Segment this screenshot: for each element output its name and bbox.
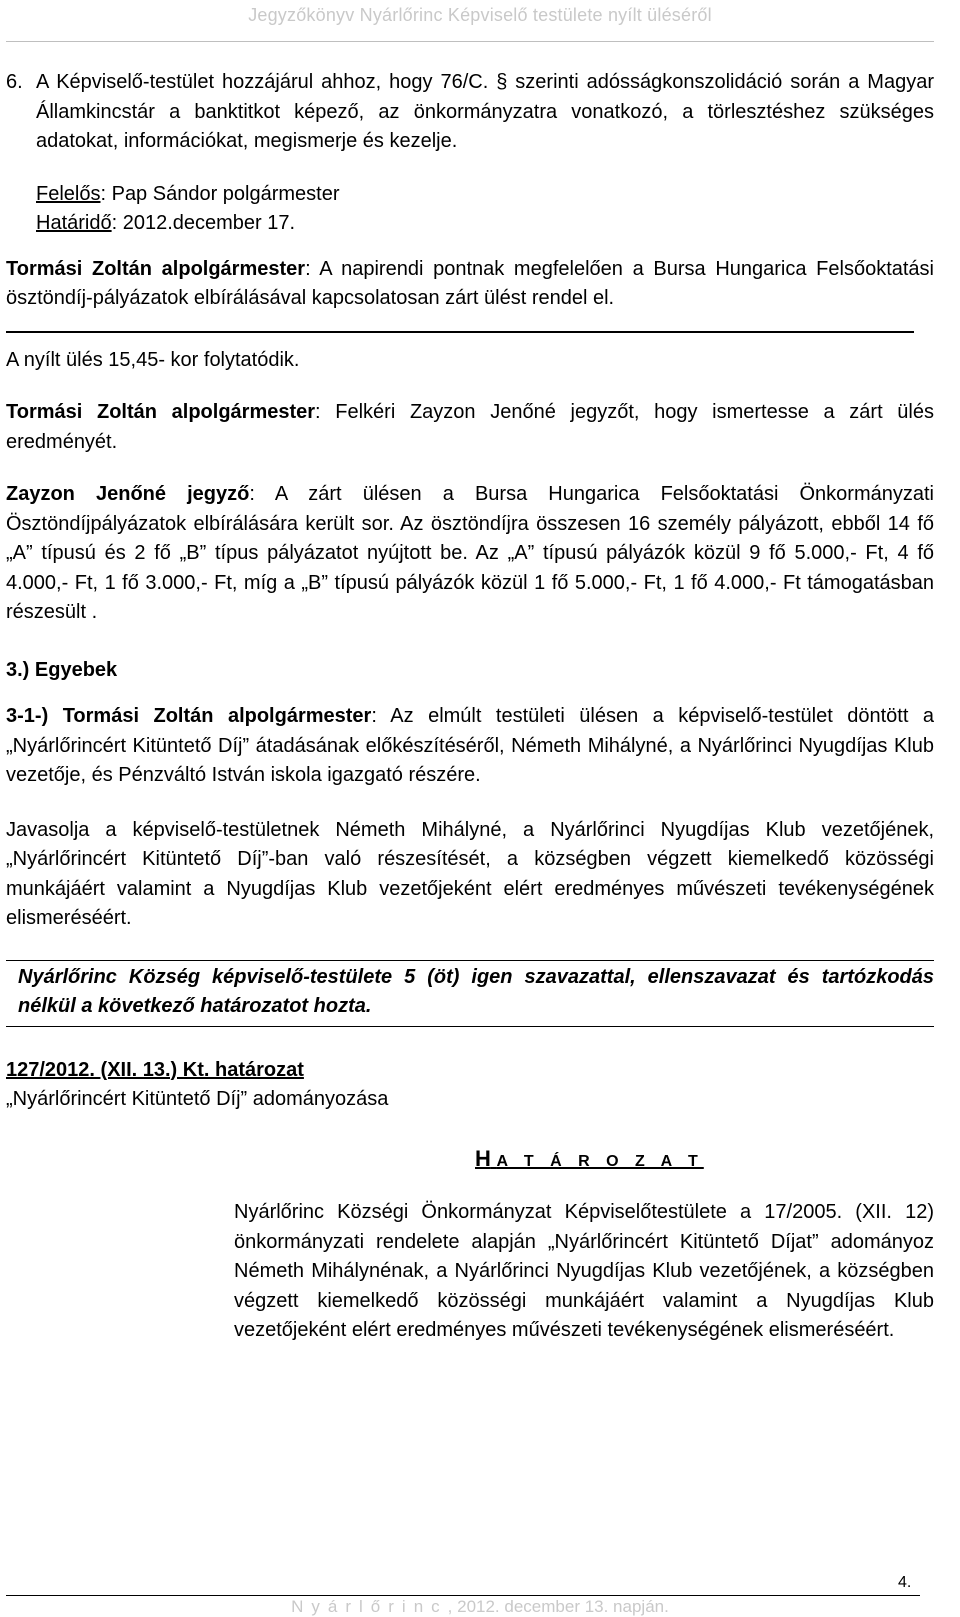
speaker-name: Tormási Zoltán alpolgármester — [6, 401, 316, 423]
footer-date: , 2012. december 13. napján. — [447, 1597, 669, 1616]
resolution-item-6 — [6, 68, 934, 239]
header-divider — [6, 41, 934, 42]
footer-divider — [6, 1595, 920, 1596]
footer-town: Nyárlőrinc — [291, 1597, 448, 1616]
resolution-heading-rest: A T Á R O Z A T — [496, 1152, 704, 1170]
responsible-value: : Pap Sándor polgármester — [100, 182, 340, 205]
responsible-line — [36, 180, 934, 210]
paragraph-text: : A napirendi pontnak megfelelően a Bursa Hungarica Felsőoktatási ösztöndíj-pályázatok elbírálásával kapcsolatosan zárt ülést rendel el. — [6, 257, 934, 309]
section-title: Egyebek — [34, 658, 118, 681]
item-number: 6. — [6, 71, 23, 93]
item-6-text: A Képviselő-testület hozzájárul ahhoz, hogy 76/C. § szerinti adósságkonszolidáció során a Magyar Államkincstár a banktitkot képező, az önkormányzatra vonatkozó, a törlesztéshez szükséges adatokat, információkat, megismerje és kezelje. — [36, 71, 934, 152]
running-header: Jegyzőkönyv Nyárlőrinc Képviselő testülete nyílt üléséről — [248, 5, 712, 25]
paragraph-scholarship-results — [6, 480, 934, 628]
resolution-subject: „Nyárlőrincért Kitüntető Díj” adományozása — [6, 1088, 389, 1110]
resolution-number: 127/2012. (XII. 13.) Kt. határozat — [6, 1058, 304, 1081]
page-number: 4. — [898, 1574, 912, 1591]
paragraph-text: : A zárt ülésen a Bursa Hungarica Felsőoktatási Önkormányzati Ösztöndíjpályázatok elbírálására került sor. Az ösztöndíjra összesen 16 személy pályázott, ebből 14 fő „A” típusú és 2 fő „B” típus pályázatot nyújtott be. Az „A” típusú pályázók közül 9 fő 5.000,- Ft, 4 fő 4.000,- Ft, 1 fő 3.000,- Ft, míg a „B” típusú pályázók közül 1 fő 5.000,- Ft, 1 fő 4.000,- Ft támogatásban részesült . — [6, 483, 934, 623]
section-divider — [6, 331, 914, 333]
paragraph-text: : Az elmúlt testületi ülésen a képviselő-testület döntött a „Nyárlőrincért Kitüntető Díj” átadásának előkészítéséről, Németh Mihályné, a Nyárlőrinci Nyugdíjas Klub vezetője, és Pénzváltó István iskola igazgató részére. — [6, 705, 935, 786]
vote-box — [6, 960, 934, 1027]
speaker-name: Tormási Zoltán alpolgármester — [6, 257, 306, 280]
speaker-name: Tormási Zoltán alpolgármester — [62, 705, 372, 727]
section-number: 3.) — [6, 658, 30, 681]
document-body — [6, 68, 934, 1346]
resolution-heading — [475, 1144, 934, 1177]
deadline-line — [36, 209, 934, 239]
paragraph-award-decision — [6, 702, 934, 791]
paragraph-session-resumes: A nyílt ülés 15,45- kor folytatódik. — [6, 348, 300, 371]
item-number: 3-1-) — [6, 705, 49, 727]
resolution-body: Nyárlőrinc Községi Önkormányzat Képviselőtestülete a 17/2005. (XII. 12) önkormányzati rendelete alapján „Nyárlőrincért Kitüntető Díjat” adományoz Németh Mihálynénak, a Nyárlőrinci Nyugdíjas Klub vezetőjének, a községben végzett kiemelkedő közösségi munkájáért valamint a Nyugdíjas Klub vezetőjeként elért eredményes művészeti tevékenységének elismeréséért. — [234, 1201, 934, 1341]
deadline-label: Határidő — [36, 212, 112, 234]
paragraph-text: : Felkéri Zayzon Jenőné jegyzőt, hogy ismertesse a zárt ülés eredményét. — [6, 401, 934, 453]
paragraph-closed-session — [6, 255, 934, 314]
running-footer — [0, 1598, 960, 1616]
responsible-label: Felelős — [36, 182, 101, 205]
resolution-heading-initial: H — [475, 1145, 491, 1171]
paragraph-request — [6, 398, 934, 457]
section-heading — [6, 656, 934, 686]
speaker-name: Zayzon Jenőné jegyző — [6, 483, 250, 505]
paragraph-proposal: Javasolja a képviselő-testületnek Németh Mihályné, a Nyárlőrinci Nyugdíjas Klub vezetőjének, „Nyárlőrincért Kitüntető Díj”-ban való részesítését, a községben végzett kiemelkedő közösségi munkájáért valamint a Nyugdíjas Klub vezetőjeként elért eredményes művészeti tevékenységének elismeréséért. — [6, 818, 934, 929]
deadline-value: : 2012.december 17. — [111, 212, 296, 234]
vote-text: Nyárlőrinc Község képviselő-testülete 5 (öt) igen szavazattal, ellenszavazat és tartózkodás nélkül a következő határozatot hozta. — [18, 965, 934, 1017]
